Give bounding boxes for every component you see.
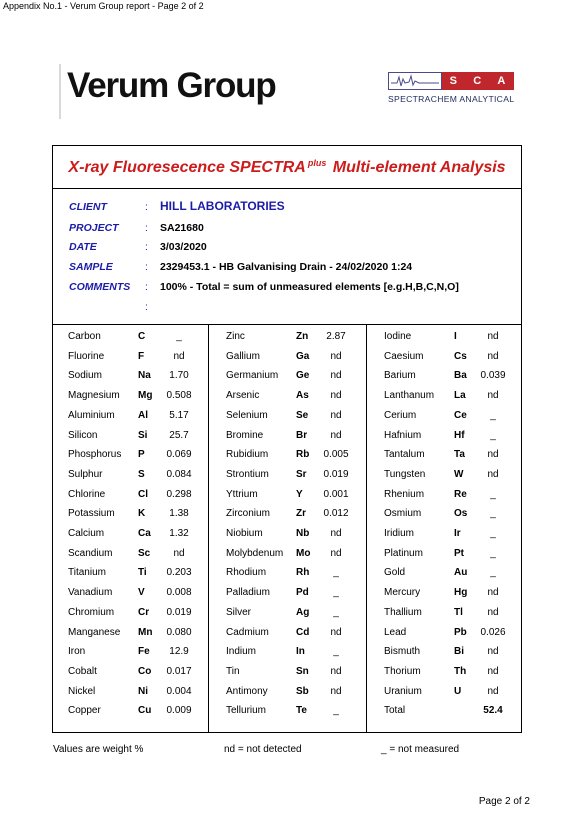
element-name: Palladium	[226, 587, 270, 599]
meta-label: DATE	[69, 241, 97, 253]
element-value: 0.080	[166, 626, 192, 638]
element-symbol: In	[296, 646, 305, 658]
element-value: _	[490, 488, 496, 500]
element-symbol: U	[454, 685, 462, 697]
element-symbol: Ir	[454, 528, 461, 539]
element-symbol: Re	[454, 488, 467, 500]
sca-letter-s: S	[449, 75, 458, 87]
element-value: nd	[487, 587, 499, 599]
element-symbol: Tl	[454, 606, 463, 618]
element-name: Nickel	[68, 685, 96, 697]
element-value: _	[333, 587, 339, 599]
meta-label: PROJECT	[69, 222, 119, 234]
column-divider	[366, 325, 367, 733]
element-symbol: Sn	[296, 665, 309, 677]
meta-value: 100% - Total = sum of unmeasured elements [e.g.H,B,C,N,O]	[160, 281, 459, 293]
element-name: Tantalum	[384, 449, 425, 461]
element-symbol: Ce	[454, 409, 467, 421]
header-note: Appendix No.1 - Verum Group report - Page 2 of 2	[3, 1, 204, 11]
element-symbol: Mn	[138, 626, 153, 638]
meta-colon: :	[145, 241, 148, 253]
element-name: Selenium	[226, 409, 268, 421]
element-symbol: Cr	[138, 606, 150, 618]
element-value: 1.70	[169, 370, 189, 382]
element-name: Phosphorus	[68, 449, 122, 461]
element-name: Gold	[384, 567, 406, 579]
element-value: _	[333, 606, 339, 618]
element-name: Uranium	[384, 685, 422, 697]
element-symbol: Mo	[296, 547, 311, 559]
element-name: Rhenium	[384, 488, 425, 500]
element-value: _	[333, 705, 339, 717]
meta-colon: :	[145, 261, 148, 273]
element-value: 12.9	[169, 646, 189, 658]
element-name: Tungsten	[384, 468, 426, 480]
element-symbol: Rh	[296, 567, 310, 579]
element-name: Magnesium	[68, 390, 120, 402]
units-note: Values are weight %	[53, 744, 144, 755]
element-value: nd	[487, 390, 499, 402]
element-name: Titanium	[68, 567, 106, 579]
element-name: Silicon	[68, 429, 98, 441]
element-name: Molybdenum	[226, 547, 284, 559]
element-name: Lead	[384, 626, 407, 638]
element-symbol: Hf	[454, 429, 465, 441]
element-name: Rubidium	[226, 449, 269, 461]
element-symbol: Nb	[296, 528, 310, 539]
element-symbol: Fe	[138, 646, 150, 658]
element-name: Zirconium	[226, 508, 270, 520]
element-value: 0.017	[166, 665, 192, 677]
element-symbol: Al	[138, 409, 148, 421]
element-symbol: Ti	[138, 567, 147, 579]
element-name: Arsenic	[226, 390, 260, 402]
element-value: 0.508	[166, 390, 192, 402]
element-value: _	[490, 508, 496, 520]
sample-meta	[53, 189, 521, 325]
element-symbol: Y	[296, 488, 303, 500]
meta-value: 3/03/2020	[160, 241, 207, 253]
element-value: 25.7	[169, 429, 189, 441]
meta-colon: :	[145, 301, 148, 313]
element-value: 0.009	[166, 705, 192, 717]
element-name: Bromine	[226, 429, 264, 441]
element-value: 52.4	[483, 705, 503, 717]
element-symbol: Th	[454, 665, 467, 677]
element-value: 0.084	[166, 468, 192, 480]
page-number: Page 2 of 2	[478, 796, 530, 807]
logo-divider	[59, 64, 61, 119]
element-name: Carbon	[68, 331, 101, 342]
element-value: _	[333, 646, 339, 658]
sca-letter-c: C	[473, 75, 483, 87]
element-symbol: Au	[454, 567, 468, 579]
element-name: Thorium	[384, 665, 421, 677]
element-symbol: Sr	[296, 468, 307, 480]
element-symbol: Zn	[296, 331, 309, 342]
element-value: 0.298	[166, 488, 192, 500]
element-value: _	[490, 567, 496, 579]
sca-letter-a: A	[497, 75, 507, 87]
element-name: Lanthanum	[384, 390, 435, 402]
element-results-grid	[53, 325, 521, 733]
element-symbol: Bi	[454, 646, 464, 658]
element-value: 0.008	[166, 587, 192, 599]
meta-colon: :	[145, 201, 148, 213]
meta-label: SAMPLE	[69, 261, 113, 273]
element-value: 0.026	[480, 626, 506, 638]
element-symbol: V	[138, 587, 145, 599]
element-name: Sodium	[68, 370, 102, 382]
element-name: Indium	[226, 646, 257, 658]
element-name: Fluorine	[68, 350, 105, 362]
element-name: Tellurium	[226, 705, 267, 717]
element-name: Chlorine	[68, 488, 106, 500]
element-symbol: Cu	[138, 705, 152, 717]
element-value: nd	[487, 350, 499, 362]
element-symbol: Hg	[454, 587, 468, 599]
element-name: Hafnium	[384, 429, 422, 441]
nd-legend: nd = not detected	[224, 744, 302, 755]
element-symbol: I	[454, 331, 457, 342]
element-symbol: S	[138, 468, 145, 480]
element-name: Chromium	[68, 606, 115, 618]
element-value: nd	[330, 350, 342, 362]
element-value: _	[490, 429, 496, 441]
element-symbol: F	[138, 350, 145, 362]
element-name: Antimony	[226, 685, 268, 697]
element-value: 0.019	[166, 606, 192, 618]
element-name: Platinum	[384, 547, 423, 559]
element-value: 1.38	[169, 508, 189, 520]
element-symbol: Pd	[296, 587, 309, 599]
element-value: nd	[330, 626, 342, 638]
element-value: nd	[487, 665, 499, 677]
element-name: Aluminium	[68, 409, 115, 421]
element-value: _	[490, 547, 496, 559]
meta-value: SA21680	[160, 222, 204, 234]
element-symbol: K	[138, 508, 146, 520]
element-value: 2.87	[326, 331, 346, 342]
element-name: Caesium	[384, 350, 424, 362]
element-value: 0.019	[323, 468, 349, 480]
element-name: Gallium	[226, 350, 260, 362]
element-value: _	[490, 409, 496, 421]
element-symbol: C	[138, 331, 146, 342]
element-symbol: Sc	[138, 547, 151, 559]
element-value: nd	[487, 449, 499, 461]
element-value: nd	[487, 468, 499, 480]
element-name: Cerium	[384, 409, 417, 421]
element-symbol: Os	[454, 508, 468, 520]
element-symbol: Br	[296, 429, 308, 441]
element-value: 0.039	[480, 370, 506, 382]
spectrachem-tagline: SPECTRACHEM ANALYTICAL	[388, 94, 515, 104]
element-value: nd	[173, 350, 185, 362]
element-value: nd	[487, 606, 499, 618]
element-name: Yttrium	[226, 488, 258, 500]
element-value: nd	[330, 370, 342, 382]
element-value: _	[490, 528, 496, 539]
report-title: X-ray Fluoresecence SPECTRA $^{plus}$ Multi-element Analysis	[68, 158, 506, 176]
element-name: Iridium	[384, 528, 415, 539]
meta-label: CLIENT	[69, 201, 107, 213]
column-divider	[208, 325, 209, 733]
element-symbol: As	[296, 390, 309, 402]
element-value: nd	[487, 685, 499, 697]
element-value: 0.012	[323, 508, 349, 520]
dash-legend: _ = not measured	[381, 744, 460, 755]
element-name: Sulphur	[68, 468, 103, 480]
element-name: Strontium	[226, 468, 269, 480]
element-name: Zinc	[226, 331, 245, 342]
element-name: Barium	[384, 370, 416, 382]
element-name: Cadmium	[226, 626, 269, 638]
report-frame	[52, 145, 522, 733]
element-value: nd	[330, 429, 342, 441]
element-name: Potassium	[68, 508, 115, 520]
title-superscript: plus	[307, 158, 327, 168]
element-symbol: Ga	[296, 350, 310, 362]
element-symbol: La	[454, 390, 466, 402]
element-name: Vanadium	[68, 587, 113, 599]
element-symbol: Ni	[138, 685, 148, 697]
verum-group-logo: Verum Group	[67, 66, 276, 105]
element-value: 0.203	[166, 567, 192, 579]
element-value: nd	[487, 646, 499, 658]
element-symbol: Ag	[296, 606, 310, 618]
element-name: Cobalt	[68, 665, 97, 677]
meta-value: HILL LABORATORIES	[160, 199, 285, 213]
element-name: Total	[384, 705, 406, 717]
element-value: _	[176, 331, 182, 342]
element-value: 0.004	[166, 685, 192, 697]
element-symbol: Cd	[296, 626, 310, 638]
element-value: nd	[487, 331, 499, 342]
element-value: 0.069	[166, 449, 192, 461]
element-name: Mercury	[384, 587, 421, 599]
element-value: nd	[330, 528, 342, 539]
element-symbol: Cs	[454, 350, 467, 362]
element-symbol: Ba	[454, 370, 467, 382]
waveform-icon	[388, 72, 442, 90]
element-name: Tin	[226, 665, 240, 677]
meta-label: COMMENTS	[69, 281, 131, 293]
meta-colon: :	[145, 222, 148, 234]
element-value: 1.32	[169, 528, 189, 539]
element-symbol: Pb	[454, 626, 467, 638]
element-symbol: Ta	[454, 449, 465, 461]
element-symbol: P	[138, 449, 145, 461]
element-name: Copper	[68, 705, 101, 717]
element-name: Calcium	[68, 528, 105, 539]
element-symbol: Mg	[138, 390, 153, 402]
element-value: nd	[330, 409, 342, 421]
element-name: Manganese	[68, 626, 121, 638]
element-name: Rhodium	[226, 567, 267, 579]
element-value: nd	[173, 547, 185, 559]
meta-colon: :	[145, 281, 148, 293]
element-value: 5.17	[169, 409, 189, 421]
element-name: Silver	[226, 606, 252, 618]
element-symbol: Rb	[296, 449, 310, 461]
element-name: Germanium	[226, 370, 279, 382]
element-symbol: Sb	[296, 685, 309, 697]
element-symbol: Te	[296, 705, 307, 717]
element-symbol: Na	[138, 370, 151, 382]
element-name: Scandium	[68, 547, 113, 559]
spectrachem-logo	[388, 72, 514, 106]
element-value: nd	[330, 665, 342, 677]
meta-value: 2329453.1 - HB Galvanising Drain - 24/02/2020 1:24	[160, 261, 413, 273]
element-value: nd	[330, 547, 342, 559]
element-name: Bismuth	[384, 646, 421, 658]
element-value: 0.001	[323, 488, 349, 500]
element-name: Osmium	[384, 508, 422, 520]
element-value: _	[333, 567, 339, 579]
element-symbol: Co	[138, 665, 152, 677]
element-name: Thallium	[384, 606, 422, 618]
element-symbol: Ca	[138, 528, 151, 539]
element-value: 0.005	[323, 449, 349, 461]
element-symbol: Cl	[138, 488, 148, 500]
element-name: Iron	[68, 646, 86, 658]
element-name: Iodine	[384, 331, 412, 342]
element-symbol: Zr	[296, 508, 306, 520]
element-symbol: Si	[138, 429, 148, 441]
element-value: nd	[330, 390, 342, 402]
element-symbol: Se	[296, 409, 309, 421]
element-symbol: Ge	[296, 370, 310, 382]
element-symbol: W	[454, 468, 464, 480]
element-name: Niobium	[226, 528, 263, 539]
element-symbol: Pt	[454, 547, 464, 559]
report-title-row	[53, 146, 521, 189]
element-value: nd	[330, 685, 342, 697]
